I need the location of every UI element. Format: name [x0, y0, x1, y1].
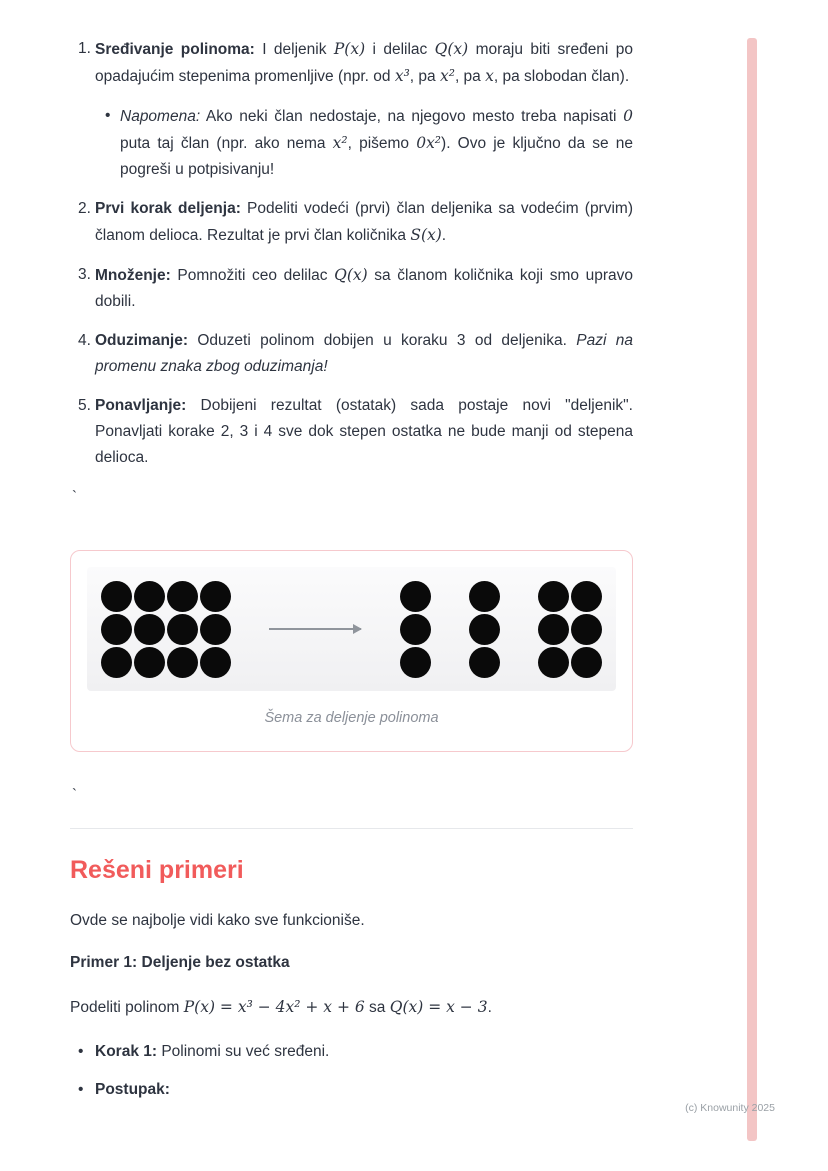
item-text: [95, 393, 633, 471]
bold-run: Ponavljanje:: [95, 397, 187, 414]
item-text: [95, 328, 633, 380]
bullet-item-postupak: [70, 1078, 633, 1102]
math-run: Q(x): [334, 266, 368, 284]
side-scroll-bar[interactable]: [747, 38, 757, 1141]
item-text: [95, 36, 633, 90]
section-heading: Rešeni primeri: [70, 856, 244, 884]
dot: [538, 614, 569, 645]
dot: [134, 614, 165, 645]
figure-caption: Šema za deljenje polinoma: [264, 710, 439, 726]
text-run: i delilac: [365, 41, 435, 58]
dot: [101, 614, 132, 645]
item-number: 5.: [78, 397, 91, 414]
dot: [538, 647, 569, 678]
bold-run: Postupak:: [95, 1081, 170, 1098]
dot-group-dividend: [101, 581, 231, 678]
bold-run: Množenje:: [95, 267, 171, 284]
problem-statement: [70, 995, 633, 1020]
bold-run: Oduzimanje:: [95, 332, 189, 349]
text-run: , pišemo: [347, 135, 417, 152]
example-title: Primer 1: Deljenje bez ostatka: [70, 954, 290, 971]
dot: [167, 581, 198, 612]
section-divider: [70, 828, 633, 829]
note-text: [120, 103, 633, 183]
item-number: 1.: [78, 40, 91, 57]
bold-run: Sređivanje polinoma:: [95, 41, 255, 58]
text-run: ). Ovo je ključno da se ne pogreši u potpisivanju!: [120, 135, 633, 178]
text-run: puta taj član (npr. ako nema: [120, 135, 333, 152]
bullet-text: [95, 1078, 170, 1102]
list-item-1: [70, 36, 633, 90]
dot: [200, 647, 231, 678]
figure-card: [70, 550, 633, 752]
bullet-marker: •: [78, 1043, 84, 1060]
text-run: Polinomi su već sređeni.: [157, 1043, 330, 1060]
bold-run: Prvi korak deljenja:: [95, 200, 241, 217]
dot: [200, 614, 231, 645]
item-text: [95, 262, 633, 315]
list-item-5: [70, 393, 633, 471]
footer-credit: (c) Knowunity 2025: [685, 1102, 775, 1114]
dot: [571, 581, 602, 612]
text-run: Dobijeni rezultat (ostatak) sada postaje novi "deljenik". Ponavljati korake 2, 3 i 4 sve dok stepen ostatka ne bude manji od stepena delioca.: [95, 397, 633, 466]
text-run: Podeliti vodeći (prvi) član deljenika sa vodećim (prvim) članom delioca. Rezultat je prvi član količnika: [95, 200, 633, 244]
list-item-4: [70, 328, 633, 380]
math-run: P(x): [333, 40, 366, 58]
dot: [469, 614, 500, 645]
dot: [571, 647, 602, 678]
text-run: sa članom količnika koji smo upravo dobili.: [95, 267, 633, 310]
dot: [571, 614, 602, 645]
dot: [134, 647, 165, 678]
text-run: , pa slobodan član).: [493, 68, 630, 85]
math-run: 0x²: [416, 134, 442, 152]
dot-group-2: [469, 581, 500, 678]
document-content: [70, 36, 633, 1102]
text-run: I deljenik: [254, 41, 334, 58]
math-run: 0: [623, 107, 633, 125]
dot: [134, 581, 165, 612]
bullet-marker: •: [78, 1081, 84, 1098]
bold-run: Korak 1:: [95, 1043, 158, 1060]
italic-run: Napomena:: [120, 108, 201, 125]
text-run: moraju biti sređeni po opadajućim stepenima promenljive (npr. od: [95, 41, 633, 85]
dot: [101, 581, 132, 612]
dot-group-1: [400, 581, 431, 678]
dot: [469, 581, 500, 612]
text-run: , pa: [454, 68, 486, 85]
stray-backtick: `: [72, 488, 77, 505]
dot-group-3: [538, 581, 602, 678]
item-number: 3.: [78, 266, 91, 283]
text-run: Ako neki član nedostaje, na njegovo mesto treba napisati: [200, 108, 624, 125]
item-text: [95, 196, 633, 249]
text-run: Oduzeti polinom dobijen u koraku 3 od deljenika.: [188, 332, 577, 349]
dot: [400, 647, 431, 678]
arrow-right-icon: [269, 628, 361, 630]
text-run: Podeliti polinom: [70, 999, 184, 1016]
math-run: Q(x): [434, 40, 469, 58]
math-run: x³: [394, 67, 410, 85]
stray-backtick: `: [72, 786, 77, 803]
dot: [167, 614, 198, 645]
dot: [469, 647, 500, 678]
bullet-marker: •: [105, 107, 111, 124]
text-run: .: [441, 227, 447, 244]
text-run: .: [487, 999, 492, 1016]
list-item-3: [70, 262, 633, 315]
dot: [538, 581, 569, 612]
math-run: P(x) = x³ − 4x² + x + 6: [183, 998, 365, 1016]
math-run: S(x): [410, 226, 442, 244]
item-number: 2.: [78, 200, 91, 217]
note-bullet-item: [70, 103, 633, 183]
item-number: 4.: [78, 332, 91, 349]
dot: [400, 614, 431, 645]
dot: [400, 581, 431, 612]
dot: [101, 647, 132, 678]
math-run: x²: [439, 67, 455, 85]
dot: [167, 647, 198, 678]
bullet-item-korak1: [70, 1040, 633, 1064]
math-run: Q(x) = x − 3: [389, 998, 488, 1016]
dot: [200, 581, 231, 612]
italic-run: Pazi na promenu znaka zbog oduzimanja!: [95, 332, 633, 375]
math-run: x: [485, 67, 494, 85]
list-item-2: [70, 196, 633, 249]
text-run: Pomnožiti ceo delilac: [170, 267, 335, 284]
intro-paragraph: Ovde se najbolje vidi kako sve funkcioniše.: [70, 912, 365, 929]
text-run: sa: [364, 999, 390, 1016]
bullet-text: [95, 1040, 329, 1064]
dots-figure: [87, 567, 616, 691]
text-run: , pa: [409, 68, 440, 85]
math-run: x²: [332, 134, 348, 152]
